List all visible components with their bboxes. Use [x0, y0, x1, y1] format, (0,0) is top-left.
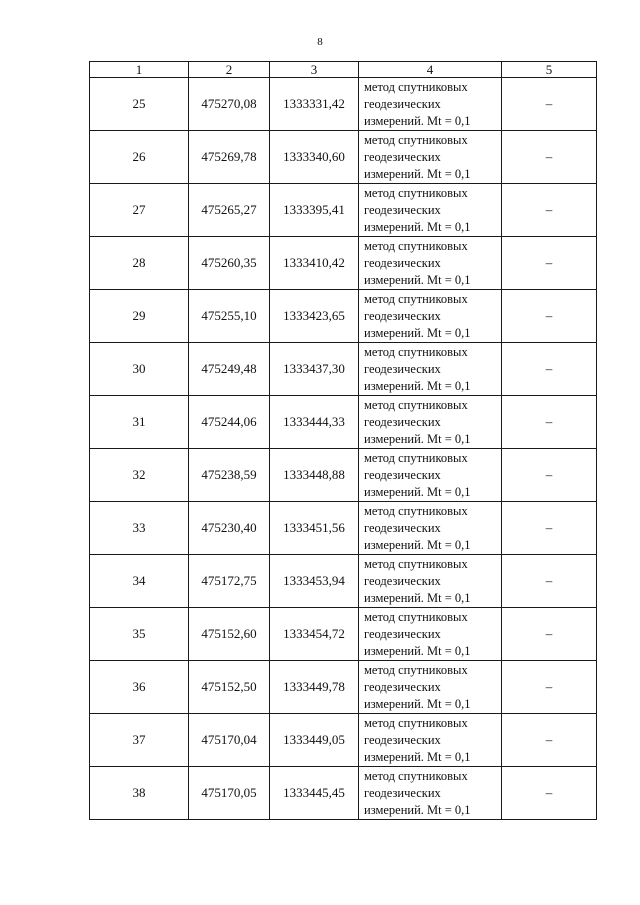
- method-line: геодезических: [364, 467, 441, 482]
- table-row: [90, 449, 597, 502]
- y-coordinate-cell: 1333410,42: [270, 237, 359, 290]
- table-row: [90, 396, 597, 449]
- method-line: геодезических: [364, 785, 441, 800]
- point-number-cell: 34: [90, 555, 189, 608]
- method-line: измерений. Mt = 0,1: [364, 325, 471, 340]
- y-coordinate-cell: 1333437,30: [270, 343, 359, 396]
- method-cell: [359, 343, 502, 396]
- column-5-cell: –: [502, 184, 597, 237]
- method-cell: [359, 714, 502, 767]
- method-line: измерений. Mt = 0,1: [364, 643, 471, 658]
- method-line: геодезических: [364, 626, 441, 641]
- point-number-cell: 37: [90, 714, 189, 767]
- method-line: измерений. Mt = 0,1: [364, 696, 471, 711]
- method-line: метод спутниковых: [364, 503, 468, 518]
- table-row: [90, 184, 597, 237]
- method-line: метод спутниковых: [364, 715, 468, 730]
- method-line: измерений. Mt = 0,1: [364, 537, 471, 552]
- point-number-cell: 27: [90, 184, 189, 237]
- y-coordinate-cell: 1333453,94: [270, 555, 359, 608]
- point-number-cell: 32: [90, 449, 189, 502]
- method-line: метод спутниковых: [364, 79, 468, 94]
- coordinates-table: [89, 61, 597, 820]
- method-line: геодезических: [364, 520, 441, 535]
- column-5-cell: –: [502, 78, 597, 131]
- method-line: геодезических: [364, 573, 441, 588]
- table-header-row: [90, 62, 597, 78]
- y-coordinate-cell: 1333423,65: [270, 290, 359, 343]
- column-header-2: 2: [189, 62, 270, 78]
- method-line: геодезических: [364, 361, 441, 376]
- method-line: метод спутниковых: [364, 185, 468, 200]
- method-line: метод спутниковых: [364, 556, 468, 571]
- y-coordinate-cell: 1333340,60: [270, 131, 359, 184]
- y-coordinate-cell: 1333449,05: [270, 714, 359, 767]
- column-header-1: 1: [90, 62, 189, 78]
- table-row: [90, 343, 597, 396]
- table-row: [90, 661, 597, 714]
- column-5-cell: –: [502, 714, 597, 767]
- y-coordinate-cell: 1333444,33: [270, 396, 359, 449]
- x-coordinate-cell: 475230,40: [189, 502, 270, 555]
- method-line: измерений. Mt = 0,1: [364, 431, 471, 446]
- x-coordinate-cell: 475244,06: [189, 396, 270, 449]
- table-row: [90, 714, 597, 767]
- method-line: геодезических: [364, 308, 441, 323]
- column-5-cell: –: [502, 449, 597, 502]
- y-coordinate-cell: 1333449,78: [270, 661, 359, 714]
- column-5-cell: –: [502, 502, 597, 555]
- method-line: метод спутниковых: [364, 238, 468, 253]
- x-coordinate-cell: 475255,10: [189, 290, 270, 343]
- column-5-cell: –: [502, 343, 597, 396]
- x-coordinate-cell: 475265,27: [189, 184, 270, 237]
- x-coordinate-cell: 475270,08: [189, 78, 270, 131]
- method-line: измерений. Mt = 0,1: [364, 219, 471, 234]
- method-cell: [359, 184, 502, 237]
- column-5-cell: –: [502, 237, 597, 290]
- method-line: метод спутниковых: [364, 344, 468, 359]
- method-cell: [359, 449, 502, 502]
- y-coordinate-cell: 1333448,88: [270, 449, 359, 502]
- table-row: [90, 237, 597, 290]
- method-line: геодезических: [364, 202, 441, 217]
- column-header-5: 5: [502, 62, 597, 78]
- table-body: [90, 78, 597, 820]
- point-number-cell: 26: [90, 131, 189, 184]
- column-5-cell: –: [502, 661, 597, 714]
- point-number-cell: 25: [90, 78, 189, 131]
- column-5-cell: –: [502, 555, 597, 608]
- method-cell: [359, 608, 502, 661]
- method-line: геодезических: [364, 414, 441, 429]
- method-cell: [359, 131, 502, 184]
- method-line: геодезических: [364, 679, 441, 694]
- method-line: измерений. Mt = 0,1: [364, 166, 471, 181]
- method-line: метод спутниковых: [364, 609, 468, 624]
- table-row: [90, 78, 597, 131]
- method-line: измерений. Mt = 0,1: [364, 484, 471, 499]
- x-coordinate-cell: 475238,59: [189, 449, 270, 502]
- y-coordinate-cell: 1333331,42: [270, 78, 359, 131]
- method-line: измерений. Mt = 0,1: [364, 802, 471, 817]
- method-line: метод спутниковых: [364, 768, 468, 783]
- x-coordinate-cell: 475170,05: [189, 767, 270, 820]
- y-coordinate-cell: 1333445,45: [270, 767, 359, 820]
- y-coordinate-cell: 1333395,41: [270, 184, 359, 237]
- column-5-cell: –: [502, 608, 597, 661]
- method-line: измерений. Mt = 0,1: [364, 749, 471, 764]
- point-number-cell: 33: [90, 502, 189, 555]
- method-cell: [359, 661, 502, 714]
- method-line: метод спутниковых: [364, 132, 468, 147]
- x-coordinate-cell: 475172,75: [189, 555, 270, 608]
- method-line: метод спутниковых: [364, 450, 468, 465]
- method-line: геодезических: [364, 255, 441, 270]
- point-number-cell: 31: [90, 396, 189, 449]
- point-number-cell: 29: [90, 290, 189, 343]
- point-number-cell: 36: [90, 661, 189, 714]
- point-number-cell: 30: [90, 343, 189, 396]
- table-row: [90, 502, 597, 555]
- point-number-cell: 28: [90, 237, 189, 290]
- method-line: геодезических: [364, 732, 441, 747]
- method-cell: [359, 237, 502, 290]
- column-5-cell: –: [502, 131, 597, 184]
- x-coordinate-cell: 475152,60: [189, 608, 270, 661]
- x-coordinate-cell: 475260,35: [189, 237, 270, 290]
- method-cell: [359, 78, 502, 131]
- x-coordinate-cell: 475152,50: [189, 661, 270, 714]
- table-row: [90, 767, 597, 820]
- page-number: 8: [317, 36, 323, 48]
- column-header-3: 3: [270, 62, 359, 78]
- method-line: метод спутниковых: [364, 662, 468, 677]
- column-5-cell: –: [502, 396, 597, 449]
- method-line: измерений. Mt = 0,1: [364, 272, 471, 287]
- column-5-cell: –: [502, 290, 597, 343]
- method-line: измерений. Mt = 0,1: [364, 590, 471, 605]
- x-coordinate-cell: 475269,78: [189, 131, 270, 184]
- y-coordinate-cell: 1333451,56: [270, 502, 359, 555]
- table-row: [90, 608, 597, 661]
- method-cell: [359, 290, 502, 343]
- method-line: геодезических: [364, 149, 441, 164]
- point-number-cell: 38: [90, 767, 189, 820]
- method-cell: [359, 396, 502, 449]
- method-line: измерений. Mt = 0,1: [364, 378, 471, 393]
- y-coordinate-cell: 1333454,72: [270, 608, 359, 661]
- table-row: [90, 131, 597, 184]
- column-header-4: 4: [359, 62, 502, 78]
- point-number-cell: 35: [90, 608, 189, 661]
- x-coordinate-cell: 475249,48: [189, 343, 270, 396]
- method-line: метод спутниковых: [364, 397, 468, 412]
- x-coordinate-cell: 475170,04: [189, 714, 270, 767]
- method-cell: [359, 767, 502, 820]
- method-cell: [359, 502, 502, 555]
- table-row: [90, 290, 597, 343]
- method-cell: [359, 555, 502, 608]
- method-line: измерений. Mt = 0,1: [364, 113, 471, 128]
- table-row: [90, 555, 597, 608]
- method-line: метод спутниковых: [364, 291, 468, 306]
- column-5-cell: –: [502, 767, 597, 820]
- method-line: геодезических: [364, 96, 441, 111]
